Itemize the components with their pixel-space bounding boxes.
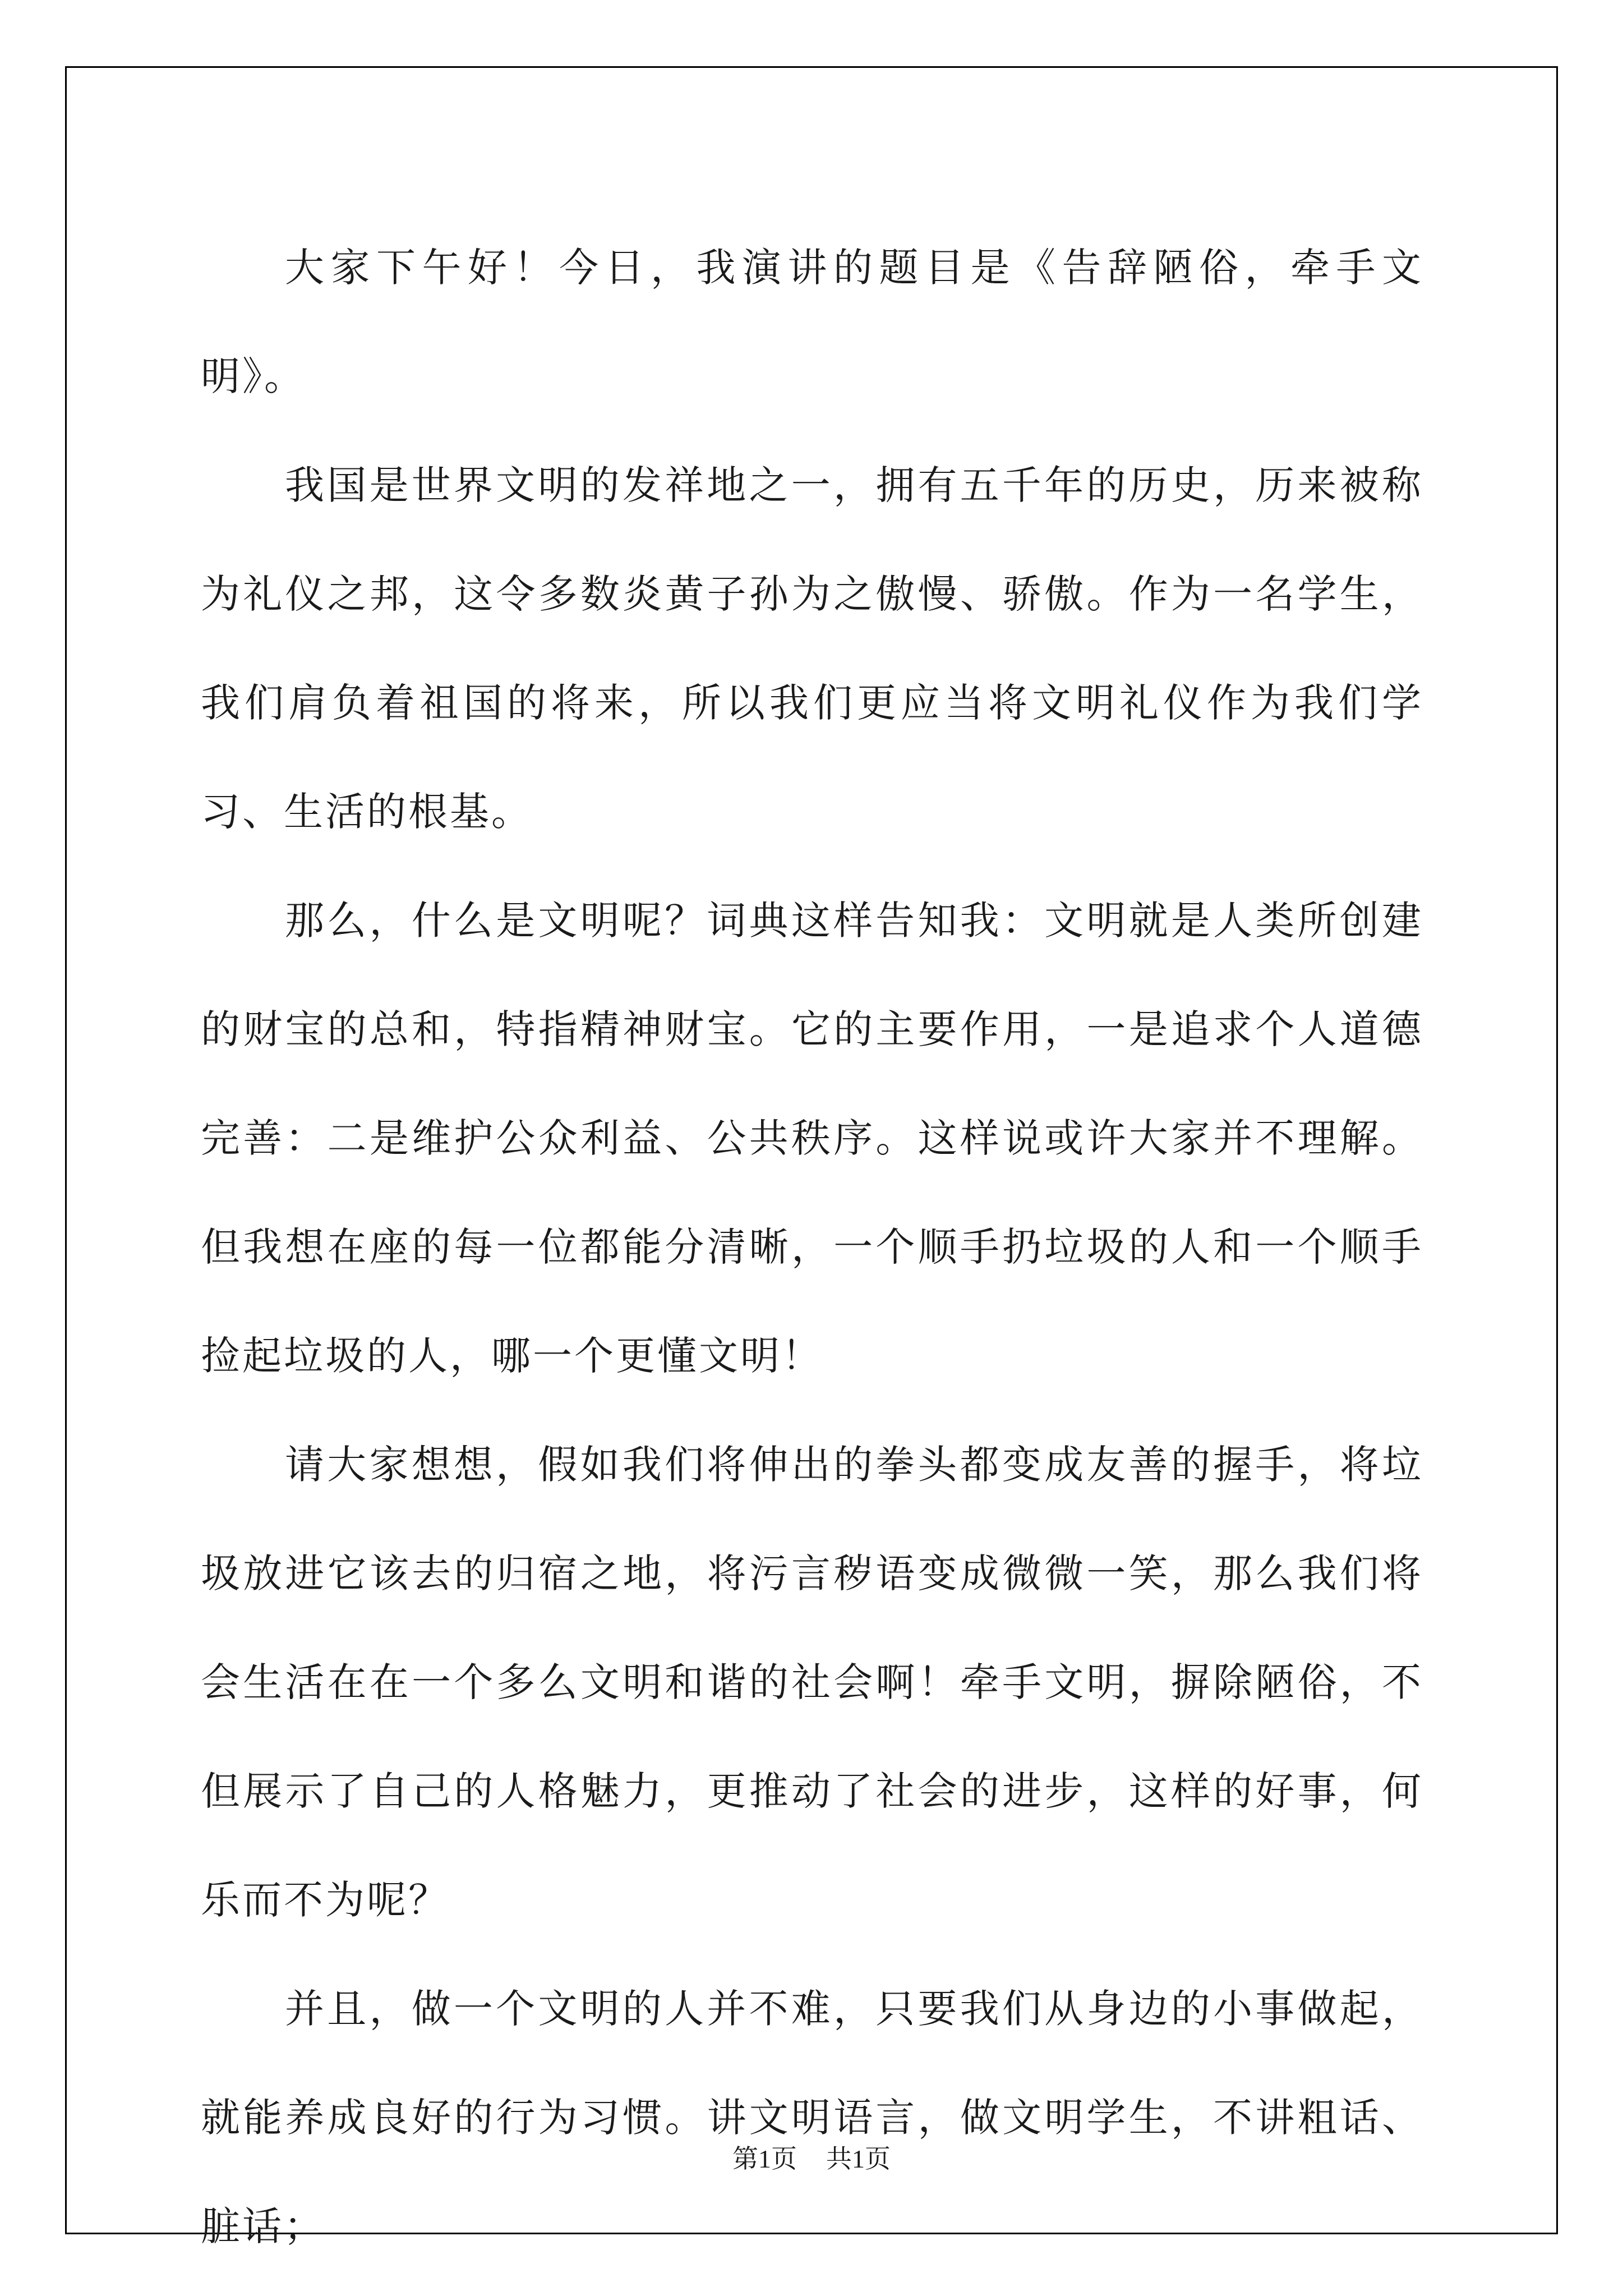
paragraph-1: 大家下午好！今日，我演讲的题目是《告辞陋俗，牵手文明》。 [201,245,1423,399]
page-total: 共1页 [826,2145,891,2173]
paragraph-4: 请大家想想，假如我们将伸出的拳头都变成友善的握手，将垃圾放进它该去的归宿之地，将污言秽语变成微微一笑，那么我们将会生活在在一个多么文明和谐的社会啊！牵手文明，摒除陋俗，不但展示了自己的人格魅力，更推动了社会的进步，这样的好事，何乐而不为呢？ [201,1442,1423,1923]
page-number: 第1页 [732,2145,797,2173]
page-footer [0,2138,1623,2175]
document-body [201,213,1423,2281]
paragraph-5: 并且，做一个文明的人并不难，只要我们从身边的小事做起，就能养成良好的行为习惯。讲文明语言，做文明学生，不讲粗话、脏话； [201,1986,1423,2249]
paragraph-2: 我国是世界文明的发祥地之一，拥有五千年的历史，历来被称为礼仪之邦，这令多数炎黄子孙为之傲慢、骄傲。作为一名学生，我们肩负着祖国的将来，所以我们更应当将文明礼仪作为我们学习、生活的根基。 [201,462,1423,835]
paragraph-3: 那么，什么是文明呢？词典这样告知我：文明就是人类所创建的财宝的总和，特指精神财宝。它的主要作用，一是追求个人道德完善：二是维护公众利益、公共秩序。这样说或许大家并不理解。但我想在座的每一位都能分清晰，一个顺手扔垃圾的人和一个顺手捡起垃圾的人，哪一个更懂文明！ [201,898,1423,1379]
